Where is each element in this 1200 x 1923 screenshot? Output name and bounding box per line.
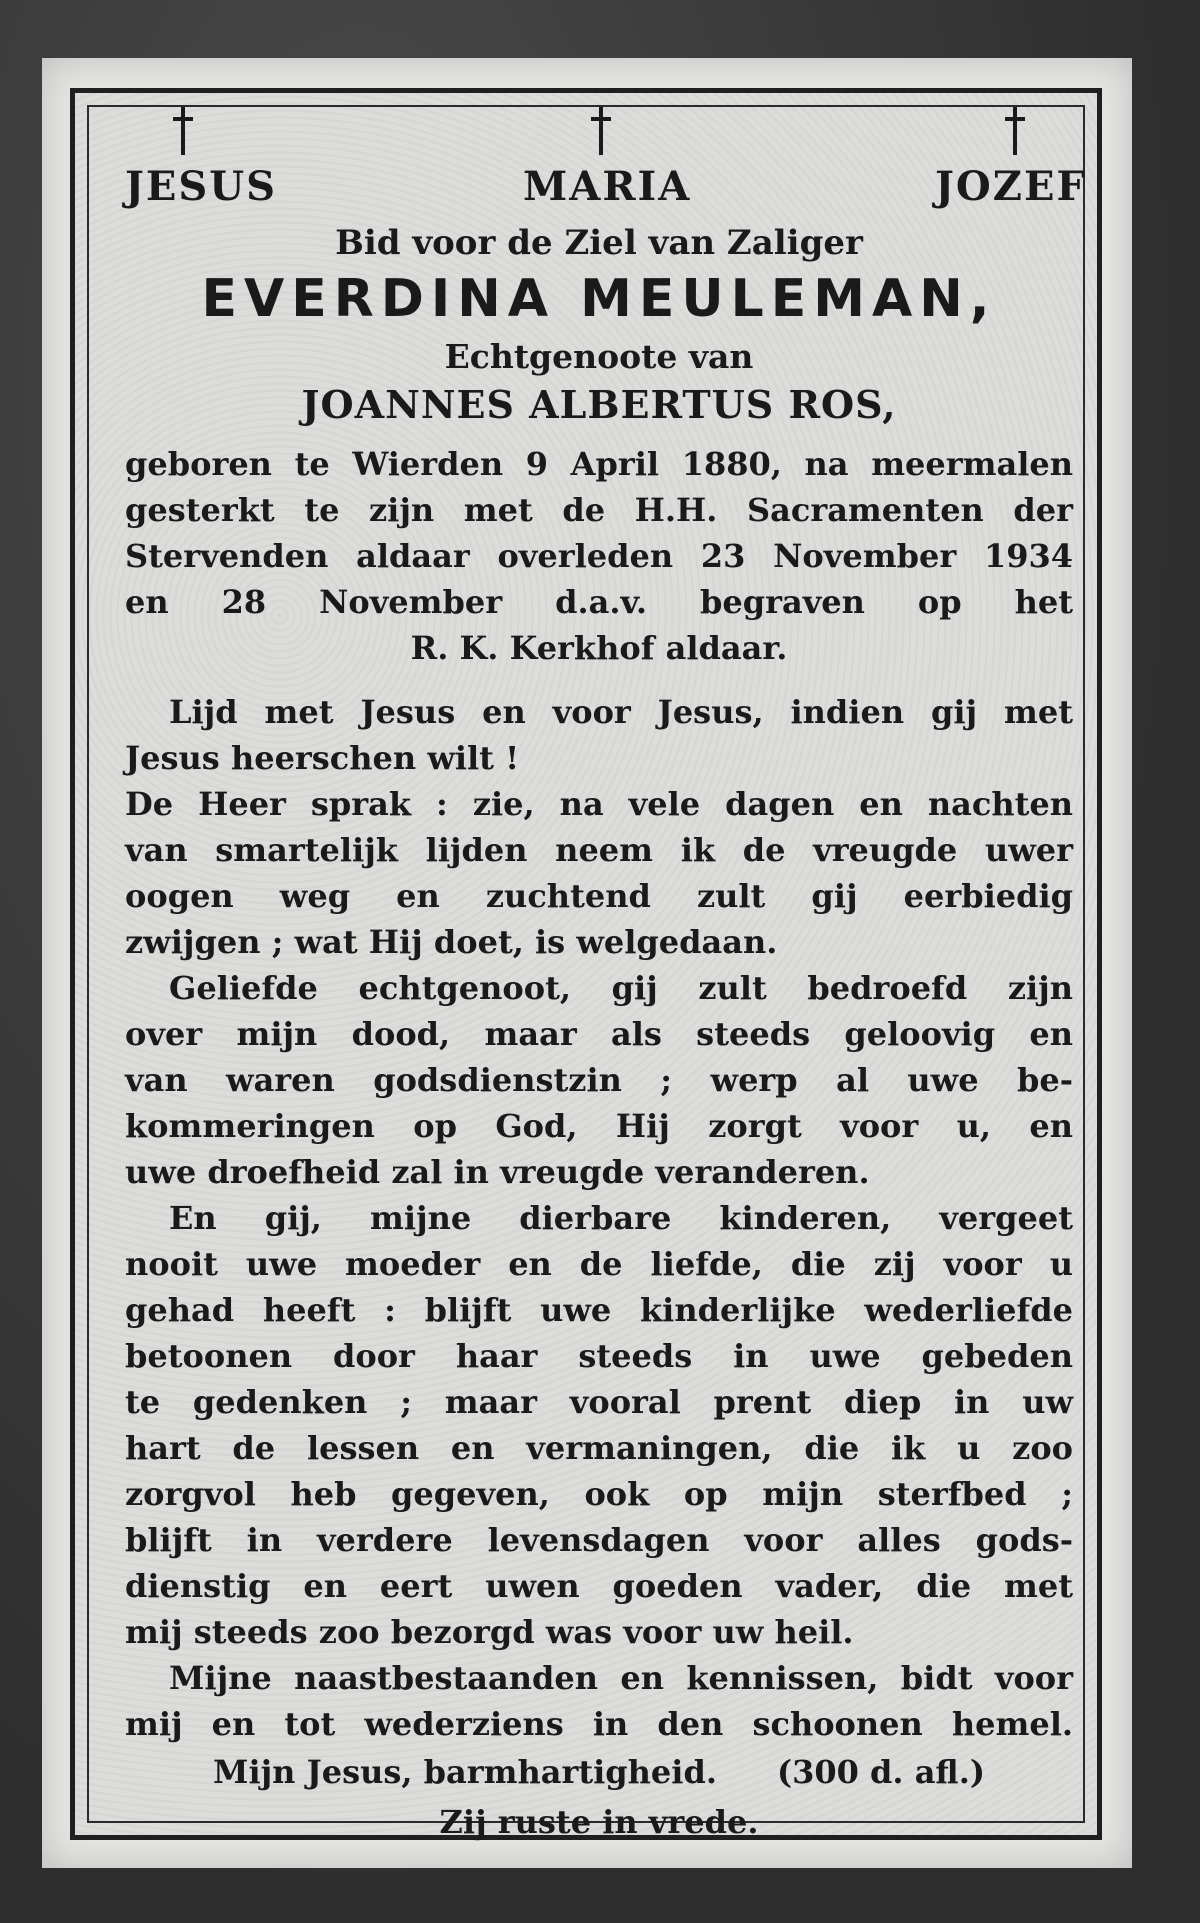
text-line: hart de lessen en vermaningen, die ik u zoo [125, 1429, 1073, 1467]
biography [125, 441, 1073, 671]
bio-line: en 28 November d.a.v. begraven op het [125, 583, 1073, 621]
text-line: En gij, mijne dierbare kinderen, vergeet [169, 1199, 1073, 1237]
bio-line: Stervenden aldaar overleden 23 November 1934 [125, 537, 1073, 575]
text-line: uwe droefheid zal in vreugde veranderen. [125, 1153, 870, 1191]
text-line: oogen weg en zuchtend zult gij eerbiedig [125, 877, 1073, 915]
holy-names-row [125, 163, 1087, 223]
text-line: kommeringen op God, Hij zorgt voor u, en [125, 1107, 1073, 1145]
spouse-name: JOANNES ALBERTUS ROS, [301, 382, 897, 427]
cross-icon [173, 107, 193, 155]
text-line: mij steeds zoo bezorgd was voor uw heil. [125, 1613, 854, 1651]
memorial-text [125, 689, 1073, 1747]
spouse-label: Echtgenoote van [444, 337, 754, 376]
text-line: over mijn dood, maar als steeds geloovig en [125, 1015, 1073, 1053]
bio-line: geboren te Wierden 9 April 1880, na meermalen [125, 445, 1073, 483]
holy-name-maria: MARIA [523, 163, 692, 210]
text-line: nooit uwe moeder en de liefde, die zij voor u [125, 1245, 1073, 1283]
prayer-line: Bid voor de Ziel van Zaliger [335, 223, 863, 263]
text-line: gehad heeft : blijft uwe kinderlijke wederliefde [125, 1291, 1073, 1329]
text-line: zorgvol heb gegeven, ook op mijn sterfbed ; [125, 1475, 1073, 1513]
invocation-row [125, 1749, 1073, 1795]
text-line: zwijgen ; wat Hij doet, is welgedaan. [125, 923, 778, 961]
text-line: te gedenken ; maar vooral prent diep in uw [125, 1383, 1073, 1421]
text-line: blijft in verdere levensdagen voor alles gods- [125, 1521, 1073, 1559]
text-line: Lijd met Jesus en voor Jesus, indien gij met [169, 693, 1073, 731]
indulgence: (300 d. afl.) [776, 1753, 985, 1791]
cross-icon [1005, 107, 1025, 155]
text-line: Jesus heerschen wilt ! [125, 739, 520, 777]
holy-name-jozef: JOZEF [935, 163, 1087, 210]
holy-name-jesus: JESUS [125, 163, 278, 210]
text-line: Mijne naastbestaanden en kennissen, bidt voor [169, 1659, 1073, 1697]
text-line: van smartelijk lijden neem ik de vreugde uwer [125, 831, 1073, 869]
text-line: mij en tot wederziens in den schoonen hemel. [125, 1705, 1073, 1743]
text-line: dienstig en eert uwen goeden vader, die met [125, 1567, 1073, 1605]
text-line: van waren godsdienstzin ; werp al uwe be- [125, 1061, 1073, 1099]
cross-icon [591, 107, 611, 155]
deceased-name: EVERDINA MEULEMAN, [201, 269, 997, 329]
text-line: betoonen door haar steeds in uwe gebeden [125, 1337, 1073, 1375]
bio-line: gesterkt te zijn met de H.H. Sacramenten der [125, 491, 1073, 529]
crosses-row [125, 103, 1073, 163]
card-frame [70, 88, 1102, 1840]
card-content [125, 103, 1087, 1849]
invocation: Mijn Jesus, barmhartigheid. [213, 1753, 717, 1791]
text-line: Geliefde echtgenoot, gij zult bedroefd zijn [169, 969, 1073, 1007]
text-line: De Heer sprak : zie, na vele dagen en nachten [125, 785, 1073, 823]
bio-line-last: R. K. Kerkhof aldaar. [410, 629, 788, 667]
closing-line: Zij ruste in vrede. [439, 1803, 759, 1841]
